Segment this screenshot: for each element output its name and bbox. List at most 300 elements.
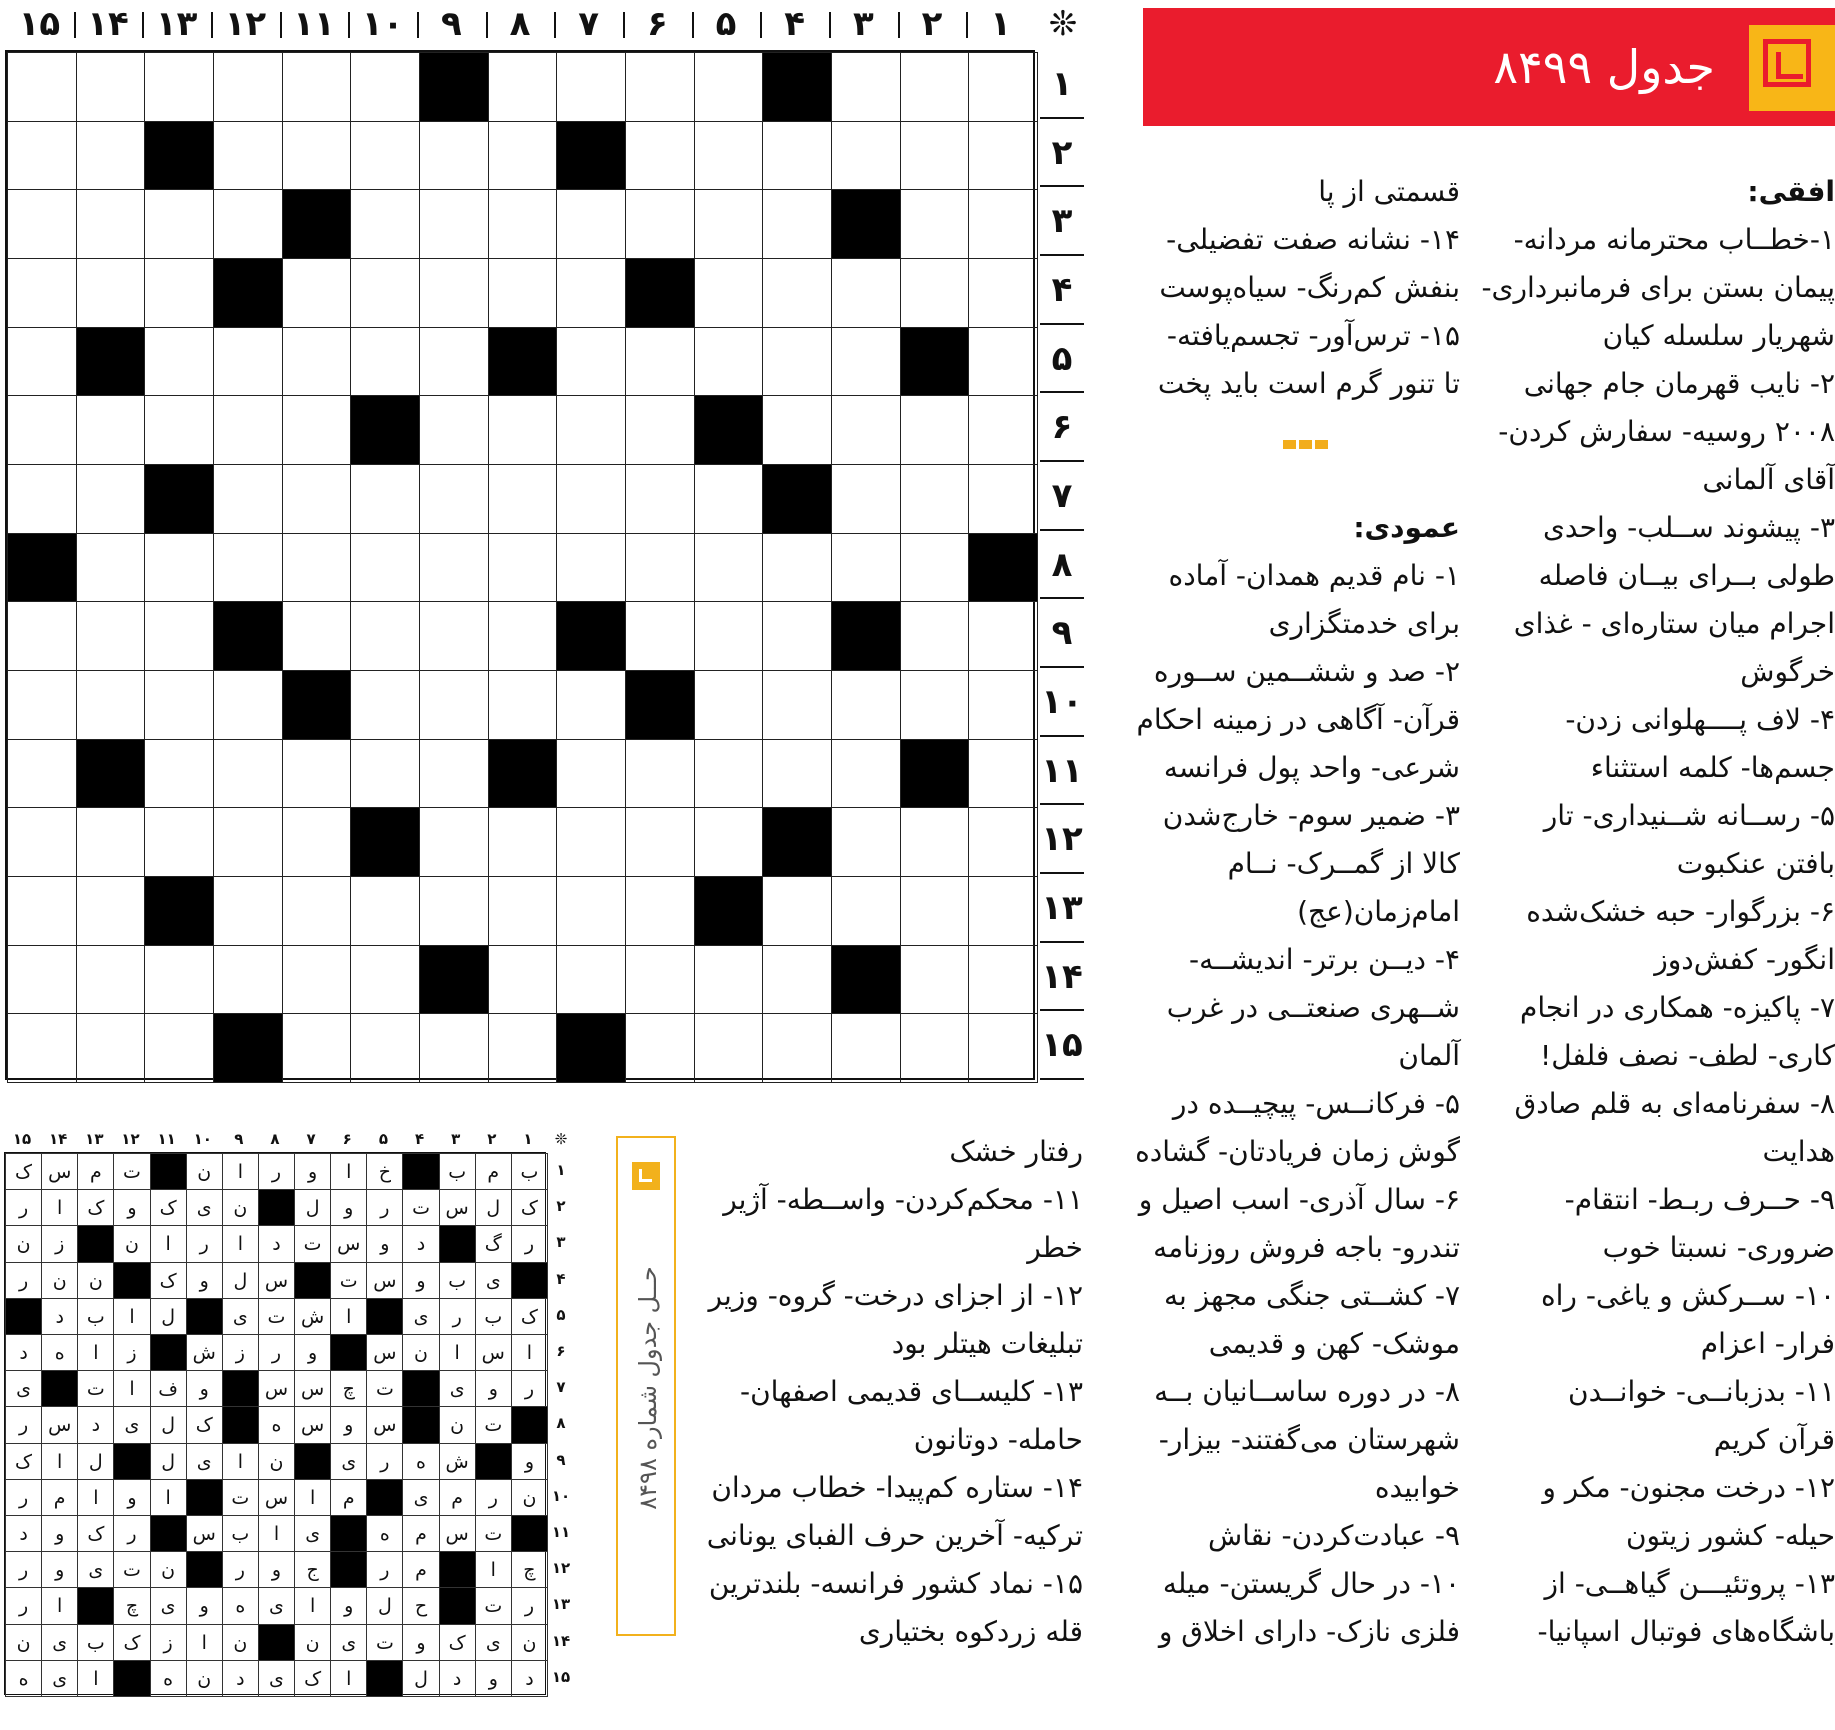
clue-line: پیمان بستن برای فرمانبرداری- — [1481, 271, 1835, 304]
solution-column-number: ۱۲ — [121, 1130, 140, 1148]
grid-cell[interactable] — [282, 258, 352, 328]
solution-black-cell — [113, 1262, 150, 1299]
grid-cell[interactable] — [488, 533, 558, 603]
grid-cell[interactable] — [900, 189, 970, 259]
solution-cell: ر — [113, 1515, 150, 1552]
grid-cell[interactable] — [282, 1013, 352, 1083]
horizontal-clues-continued — [1140, 168, 1460, 408]
grid-cell[interactable] — [831, 876, 901, 946]
grid-cell[interactable] — [625, 121, 695, 191]
grid-cell[interactable] — [762, 533, 832, 603]
crossword-grid[interactable] — [5, 50, 1035, 1080]
clue-line: آلمان — [1398, 1039, 1460, 1072]
column-separator — [486, 12, 488, 38]
grid-cell[interactable] — [350, 876, 420, 946]
grid-cell[interactable] — [350, 327, 420, 397]
grid-cell[interactable] — [282, 533, 352, 603]
grid-cell[interactable] — [76, 189, 146, 259]
grid-cell[interactable] — [419, 1013, 489, 1083]
clue-line: بنفش کم‌رنگ- سیاه‌پوست — [1159, 271, 1460, 304]
grid-cell[interactable] — [900, 876, 970, 946]
grid-cell[interactable] — [556, 189, 626, 259]
grid-cell[interactable] — [831, 670, 901, 740]
grid-cell[interactable] — [7, 464, 77, 534]
solution-cell: ا — [222, 1225, 259, 1262]
grid-cell[interactable] — [968, 945, 1038, 1015]
grid-cell[interactable] — [694, 121, 764, 191]
clue-line: شهرستان می‌گفتند- بیزار- — [1158, 1423, 1460, 1456]
grid-cell[interactable] — [213, 121, 283, 191]
grid-cell[interactable] — [488, 807, 558, 877]
grid-cell[interactable] — [282, 739, 352, 809]
black-cell — [625, 670, 695, 740]
grid-cell[interactable] — [76, 464, 146, 534]
solution-row-header — [548, 1152, 574, 1695]
grid-cell[interactable] — [556, 327, 626, 397]
solution-column-number: ۴ — [414, 1130, 425, 1148]
grid-cell[interactable] — [968, 464, 1038, 534]
clue-line: برای خدمتگزاری — [1268, 607, 1460, 640]
grid-cell[interactable] — [7, 52, 77, 122]
solution-cell: ی — [330, 1443, 367, 1480]
grid-cell[interactable] — [488, 189, 558, 259]
grid-cell[interactable] — [76, 601, 146, 671]
solution-cell: و — [330, 1189, 367, 1226]
grid-cell[interactable] — [831, 258, 901, 328]
grid-cell[interactable] — [350, 670, 420, 740]
grid-cell[interactable] — [900, 601, 970, 671]
grid-cell[interactable] — [694, 601, 764, 671]
grid-cell[interactable] — [144, 327, 214, 397]
row-number: ۱۵ — [1040, 1011, 1084, 1080]
grid-cell[interactable] — [350, 945, 420, 1015]
grid-cell[interactable] — [350, 121, 420, 191]
grid-cell[interactable] — [7, 327, 77, 397]
grid-cell[interactable] — [900, 464, 970, 534]
row-number: ۱۲ — [1040, 805, 1084, 874]
grid-cell[interactable] — [968, 739, 1038, 809]
grid-cell[interactable] — [350, 1013, 420, 1083]
grid-cell[interactable] — [213, 945, 283, 1015]
grid-cell[interactable] — [831, 327, 901, 397]
grid-cell[interactable] — [282, 464, 352, 534]
vertical-clue-list — [1135, 552, 1460, 1656]
solution-black-cell — [258, 1189, 295, 1226]
grid-cell[interactable] — [762, 670, 832, 740]
solution-cell: ت — [475, 1406, 512, 1443]
grid-cell[interactable] — [282, 395, 352, 465]
solution-cell: ی — [402, 1298, 439, 1335]
solution-cell: ا — [186, 1624, 223, 1661]
grid-cell[interactable] — [7, 945, 77, 1015]
solution-cell: م — [439, 1479, 476, 1516]
solution-row-number: ۱۳ — [551, 1595, 571, 1614]
grid-cell[interactable] — [968, 807, 1038, 877]
grid-cell[interactable] — [76, 670, 146, 740]
horizontal-clues — [1481, 168, 1835, 1656]
grid-cell[interactable] — [213, 876, 283, 946]
solution-cell: ا — [330, 1298, 367, 1335]
grid-cell[interactable] — [76, 121, 146, 191]
grid-cell[interactable] — [76, 52, 146, 122]
clue-line: ۱۲- درخت مجنون- مکر و — [1542, 1471, 1835, 1504]
solution-cell: م — [330, 1479, 367, 1516]
grid-cell[interactable] — [7, 189, 77, 259]
solution-cell: ه — [41, 1334, 78, 1371]
grid-cell[interactable] — [144, 670, 214, 740]
solution-column-number: ۱۳ — [85, 1130, 104, 1148]
clue-line: قله زردکوه بختیاری — [858, 1615, 1083, 1648]
grid-cell[interactable] — [419, 670, 489, 740]
solution-cell: و — [113, 1189, 150, 1226]
grid-cell[interactable] — [900, 395, 970, 465]
grid-cell[interactable] — [282, 807, 352, 877]
grid-cell[interactable] — [419, 121, 489, 191]
grid-cell[interactable] — [625, 876, 695, 946]
grid-cell[interactable] — [556, 395, 626, 465]
corner-symbol: ❊ — [1048, 4, 1078, 44]
solution-column-number: ۶ — [342, 1130, 352, 1148]
grid-cell[interactable] — [7, 1013, 77, 1083]
grid-cell[interactable] — [968, 258, 1038, 328]
grid-cell[interactable] — [900, 945, 970, 1015]
grid-cell[interactable] — [76, 807, 146, 877]
solution-cell: ت — [402, 1189, 439, 1226]
grid-cell[interactable] — [831, 121, 901, 191]
solution-black-cell — [439, 1587, 476, 1624]
solution-cell: ا — [475, 1551, 512, 1588]
grid-cell[interactable] — [419, 533, 489, 603]
solution-black-cell — [511, 1515, 548, 1552]
grid-cell[interactable] — [213, 807, 283, 877]
row-number: ۱۳ — [1040, 874, 1084, 943]
solution-black-cell — [186, 1298, 223, 1335]
grid-cell[interactable] — [694, 533, 764, 603]
grid-cell[interactable] — [900, 121, 970, 191]
grid-cell[interactable] — [625, 945, 695, 1015]
grid-cell[interactable] — [625, 464, 695, 534]
grid-cell[interactable] — [213, 395, 283, 465]
grid-cell[interactable] — [694, 739, 764, 809]
grid-cell[interactable] — [76, 1013, 146, 1083]
grid-cell[interactable] — [831, 464, 901, 534]
clue-line: جسم‌ها- کلمه استثناء — [1590, 751, 1835, 784]
grid-cell[interactable] — [762, 258, 832, 328]
row-number: ۹ — [1040, 599, 1084, 668]
black-cell — [213, 1013, 283, 1083]
grid-cell[interactable] — [694, 945, 764, 1015]
grid-cell[interactable] — [831, 533, 901, 603]
grid-cell[interactable] — [625, 52, 695, 122]
solution-cell: ی — [41, 1660, 78, 1697]
grid-cell[interactable] — [213, 327, 283, 397]
vertical-clues — [1135, 504, 1460, 1656]
clue-line: ۱۰- ســرکش و یاغی- راه — [1540, 1279, 1835, 1312]
grid-cell[interactable] — [488, 1013, 558, 1083]
grid-cell[interactable] — [7, 807, 77, 877]
black-cell — [762, 52, 832, 122]
grid-cell[interactable] — [556, 533, 626, 603]
solution-column-number: ۵ — [378, 1130, 388, 1148]
clue-line: ۹- حــرف ربـط- انتقام- — [1564, 1183, 1835, 1216]
grid-cell[interactable] — [900, 807, 970, 877]
grid-cell[interactable] — [144, 945, 214, 1015]
grid-cell[interactable] — [213, 739, 283, 809]
grid-cell[interactable] — [76, 395, 146, 465]
grid-cell[interactable] — [7, 670, 77, 740]
grid-cell[interactable] — [762, 601, 832, 671]
solution-cell: و — [475, 1370, 512, 1407]
grid-cell[interactable] — [968, 327, 1038, 397]
grid-cell[interactable] — [7, 258, 77, 328]
grid-cell[interactable] — [213, 533, 283, 603]
row-number: ۳ — [1040, 187, 1084, 256]
solution-black-cell — [186, 1551, 223, 1588]
grid-cell[interactable] — [144, 807, 214, 877]
solution-cell: ی — [439, 1370, 476, 1407]
clue-line: ۱-خطــاب محترمانه مردانه- — [1513, 223, 1835, 256]
grid-cell[interactable] — [625, 601, 695, 671]
grid-cell[interactable] — [900, 1013, 970, 1083]
solution-cell: و — [475, 1660, 512, 1697]
clue-line: آقای آلمانی — [1702, 463, 1835, 496]
solution-cell: ک — [294, 1660, 331, 1697]
solution-cell: ن — [5, 1225, 42, 1262]
clue-line: کالا از گمــرک- نــام — [1227, 847, 1460, 880]
black-cell — [556, 1013, 626, 1083]
grid-cell[interactable] — [556, 52, 626, 122]
clue-line: ۱۲- از اجزای درخت- گروه- وزیر — [708, 1279, 1083, 1312]
grid-cell[interactable] — [968, 121, 1038, 191]
grid-cell[interactable] — [144, 189, 214, 259]
solution-cell: ب — [222, 1515, 259, 1552]
solution-cell: ت — [222, 1479, 259, 1516]
grid-cell[interactable] — [282, 876, 352, 946]
grid-cell[interactable] — [968, 1013, 1038, 1083]
clue-line: شرعی- واحد پول فرانسه — [1163, 751, 1460, 784]
grid-cell[interactable] — [831, 1013, 901, 1083]
grid-cell[interactable] — [7, 395, 77, 465]
grid-cell[interactable] — [419, 327, 489, 397]
grid-cell[interactable] — [7, 876, 77, 946]
grid-cell[interactable] — [144, 739, 214, 809]
grid-cell[interactable] — [694, 327, 764, 397]
grid-cell[interactable] — [762, 876, 832, 946]
clue-line: ترکیه- آخرین حرف الفبای یونانی — [706, 1519, 1083, 1552]
solution-cell: ی — [402, 1479, 439, 1516]
grid-cell[interactable] — [556, 739, 626, 809]
grid-cell[interactable] — [419, 464, 489, 534]
solution-cell: س — [294, 1370, 331, 1407]
column-number: ۴ — [784, 4, 806, 44]
solution-cell: و — [511, 1443, 548, 1480]
grid-cell[interactable] — [900, 258, 970, 328]
grid-cell[interactable] — [556, 945, 626, 1015]
solution-cell: ز — [41, 1225, 78, 1262]
grid-cell[interactable] — [419, 189, 489, 259]
grid-cell[interactable] — [694, 1013, 764, 1083]
grid-cell[interactable] — [625, 533, 695, 603]
grid-cell[interactable] — [76, 533, 146, 603]
row-number: ۷ — [1040, 462, 1084, 531]
grid-cell[interactable] — [488, 601, 558, 671]
grid-cell[interactable] — [556, 807, 626, 877]
grid-cell[interactable] — [831, 395, 901, 465]
grid-cell[interactable] — [900, 670, 970, 740]
black-cell — [144, 876, 214, 946]
black-cell — [694, 395, 764, 465]
grid-cell[interactable] — [694, 52, 764, 122]
grid-cell[interactable] — [76, 876, 146, 946]
grid-cell[interactable] — [144, 601, 214, 671]
grid-cell[interactable] — [625, 1013, 695, 1083]
grid-cell[interactable] — [76, 258, 146, 328]
clue-line: ۲- نایب قهرمان جام جهانی — [1523, 367, 1835, 400]
grid-cell[interactable] — [419, 395, 489, 465]
solution-row-number: ۱۱ — [551, 1523, 571, 1541]
grid-cell[interactable] — [968, 395, 1038, 465]
grid-cell[interactable] — [694, 189, 764, 259]
column-separator — [211, 12, 213, 38]
clue-line: ۳- ضمیر سوم- خارج‌شدن — [1162, 799, 1460, 832]
grid-cell[interactable] — [694, 464, 764, 534]
grid-cell[interactable] — [625, 395, 695, 465]
row-number: ۴ — [1040, 256, 1084, 325]
grid-cell[interactable] — [762, 1013, 832, 1083]
solution-column-header — [4, 1126, 568, 1152]
grid-cell[interactable] — [419, 739, 489, 809]
grid-cell[interactable] — [144, 258, 214, 328]
grid-cell[interactable] — [968, 601, 1038, 671]
grid-cell[interactable] — [7, 121, 77, 191]
grid-cell[interactable] — [968, 876, 1038, 946]
grid-cell[interactable] — [350, 739, 420, 809]
solution-cell: ا — [41, 1587, 78, 1624]
clue-line: ۲- صد و ششــمین ســوره — [1153, 655, 1460, 688]
solution-row-number: ۱۴ — [551, 1631, 571, 1650]
grid-cell[interactable] — [419, 876, 489, 946]
grid-cell[interactable] — [488, 464, 558, 534]
grid-cell[interactable] — [968, 189, 1038, 259]
grid-cell[interactable] — [488, 395, 558, 465]
grid-cell[interactable] — [625, 327, 695, 397]
grid-cell[interactable] — [213, 52, 283, 122]
column-number: ۶ — [646, 4, 668, 44]
grid-cell[interactable] — [900, 533, 970, 603]
grid-cell[interactable] — [282, 327, 352, 397]
grid-cell[interactable] — [419, 601, 489, 671]
grid-cell[interactable] — [350, 52, 420, 122]
black-cell — [556, 121, 626, 191]
grid-cell[interactable] — [144, 52, 214, 122]
grid-cell[interactable] — [762, 739, 832, 809]
grid-cell[interactable] — [7, 739, 77, 809]
grid-cell[interactable] — [488, 52, 558, 122]
grid-cell[interactable] — [968, 670, 1038, 740]
grid-cell[interactable] — [213, 670, 283, 740]
grid-cell[interactable] — [900, 52, 970, 122]
grid-cell[interactable] — [350, 258, 420, 328]
clue-line: ضروری- نسبتا خوب — [1602, 1231, 1835, 1264]
solution-cell: ت — [113, 1153, 150, 1190]
grid-cell[interactable] — [488, 945, 558, 1015]
solution-cell: ا — [222, 1443, 259, 1480]
solution-column-number: ۹ — [234, 1130, 244, 1148]
column-separator — [760, 12, 762, 38]
grid-cell[interactable] — [831, 52, 901, 122]
column-number: ۱۳ — [155, 4, 198, 44]
grid-cell[interactable] — [694, 807, 764, 877]
grid-cell[interactable] — [762, 945, 832, 1015]
solution-row-number: ۱۲ — [551, 1559, 571, 1578]
grid-cell[interactable] — [556, 876, 626, 946]
grid-cell[interactable] — [556, 258, 626, 328]
solution-cell: و — [186, 1370, 223, 1407]
grid-cell[interactable] — [488, 876, 558, 946]
grid-cell[interactable] — [488, 121, 558, 191]
grid-cell[interactable] — [831, 739, 901, 809]
solution-cell: د — [511, 1660, 548, 1697]
clue-line: ۱- نام قدیم همدان- آماده — [1168, 559, 1460, 592]
grid-cell[interactable] — [625, 189, 695, 259]
solution-black-cell — [366, 1479, 403, 1516]
grid-cell[interactable] — [350, 533, 420, 603]
grid-cell[interactable] — [144, 1013, 214, 1083]
grid-cell[interactable] — [488, 670, 558, 740]
grid-cell[interactable] — [625, 807, 695, 877]
grid-cell[interactable] — [144, 533, 214, 603]
solution-row-number: ۶ — [556, 1342, 566, 1360]
grid-cell[interactable] — [419, 807, 489, 877]
grid-cell[interactable] — [213, 189, 283, 259]
grid-cell[interactable] — [282, 121, 352, 191]
grid-cell[interactable] — [488, 258, 558, 328]
grid-cell[interactable] — [762, 395, 832, 465]
solution-cell: ن — [258, 1443, 295, 1480]
grid-cell[interactable] — [556, 464, 626, 534]
grid-cell[interactable] — [282, 601, 352, 671]
grid-cell[interactable] — [282, 52, 352, 122]
grid-cell[interactable] — [419, 258, 489, 328]
grid-cell[interactable] — [968, 52, 1038, 122]
grid-cell[interactable] — [831, 807, 901, 877]
solution-cell: ت — [258, 1298, 295, 1335]
grid-cell[interactable] — [762, 327, 832, 397]
grid-cell[interactable] — [282, 945, 352, 1015]
grid-cell[interactable] — [350, 601, 420, 671]
grid-cell[interactable] — [7, 601, 77, 671]
grid-cell[interactable] — [762, 121, 832, 191]
grid-cell[interactable] — [350, 189, 420, 259]
black-cell — [762, 807, 832, 877]
grid-cell[interactable] — [762, 189, 832, 259]
grid-cell[interactable] — [76, 945, 146, 1015]
grid-cell[interactable] — [350, 464, 420, 534]
solution-black-cell — [258, 1624, 295, 1661]
grid-cell[interactable] — [144, 395, 214, 465]
grid-cell[interactable] — [694, 670, 764, 740]
grid-cell[interactable] — [213, 464, 283, 534]
solution-cell: ی — [294, 1515, 331, 1552]
black-cell — [213, 601, 283, 671]
grid-cell[interactable] — [625, 739, 695, 809]
solution-cell: ر — [258, 1334, 295, 1371]
solution-cell: ک — [511, 1298, 548, 1335]
solution-cell: ه — [222, 1587, 259, 1624]
grid-cell[interactable] — [556, 670, 626, 740]
solution-cell: ن — [41, 1262, 78, 1299]
grid-cell[interactable] — [694, 258, 764, 328]
